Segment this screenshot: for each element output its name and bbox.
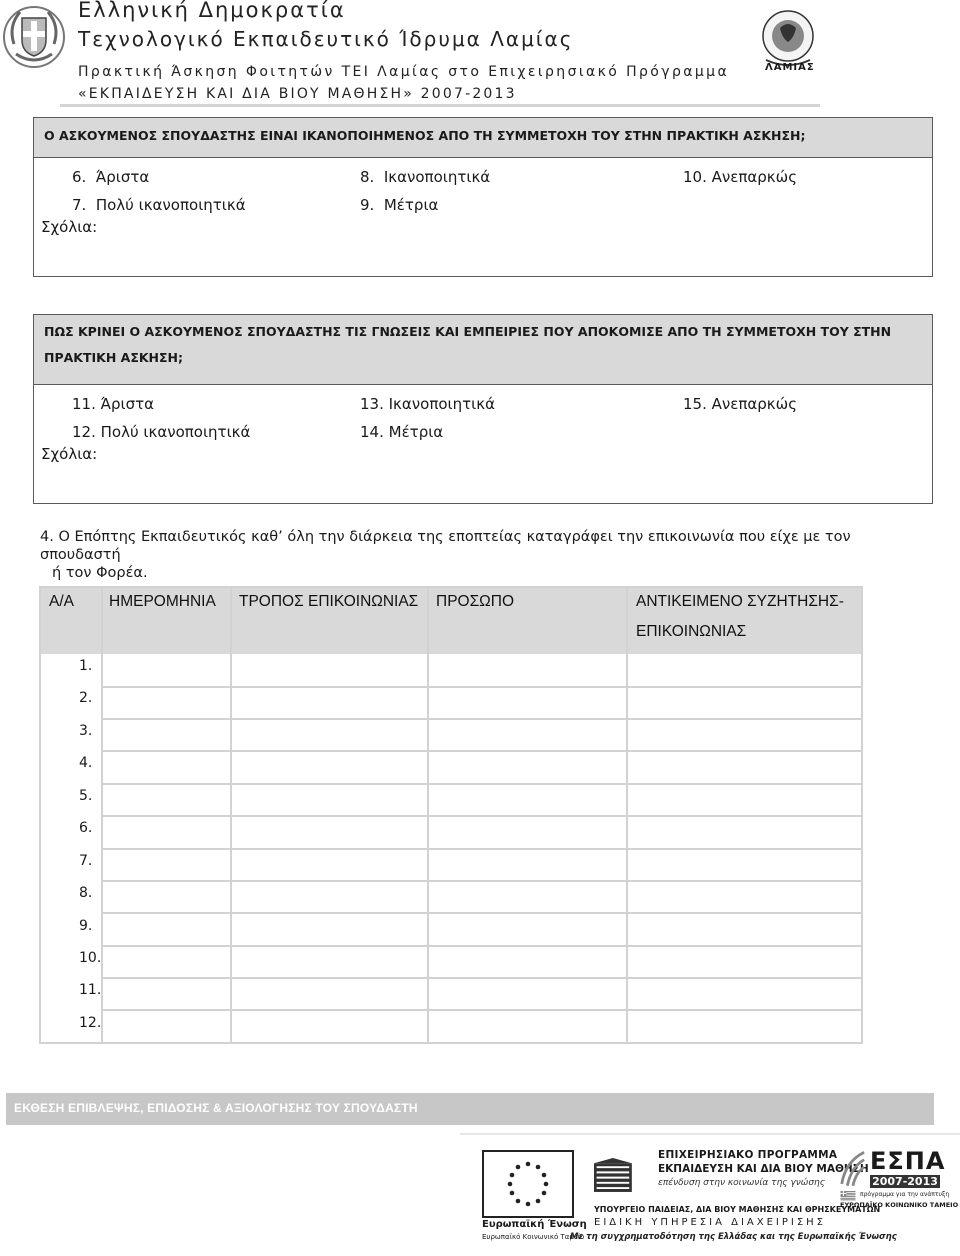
header-date: ΗΜΕΡΟΜΗΝΙΑ (109, 593, 216, 610)
espa-tagline: πρόγραμμα για την ανάπτυξη (860, 1191, 950, 1198)
question-2-text-line2: ΠΡΑΚΤΙΚΗ ΑΣΚΗΣΗ; (44, 350, 184, 365)
q1-option-10: 10. Ανεπαρκώς (683, 168, 798, 186)
q1-option-6: 6. Άριστα (72, 168, 150, 186)
program-title-line2: ΕΚΠΑΙΔΕΥΣΗ ΚΑΙ ΔΙΑ ΒΙΟΥ ΜΑΘΗΣΗ (658, 1163, 869, 1175)
row-number-7: 7. (79, 853, 93, 869)
espa-years: 2007-2013 (870, 1175, 940, 1188)
q1-comments-label: Σχόλια: (41, 218, 98, 236)
q2-comments-label: Σχόλια: (41, 445, 98, 463)
eu-flag-icon (482, 1150, 574, 1218)
row-divider (103, 945, 861, 947)
header-aa: Α/Α (49, 593, 74, 610)
section-4-text (40, 528, 930, 582)
header-person: ΠΡΟΣΩΠΟ (436, 593, 515, 610)
espa-fund: ΕΥΡΩΠΑΪΚΟ ΚΟΙΝΩΝΙΚΟ ΤΑΜΕΙΟ (840, 1201, 959, 1209)
q1-option-9: 9. Μέτρια (360, 196, 439, 214)
section-4-line1: 4. Ο Επόπτης Εκπαιδευτικός καθ’ όλη την διάρκεια της εποπτείας καταγράφει την επικοινωνία που είχε με τον σπουδαστή (40, 529, 851, 563)
row-divider (103, 848, 861, 850)
row-number-9: 9. (79, 918, 93, 934)
header-subtitle-line2: «ΕΚΠΑΙΔΕΥΣΗ ΚΑΙ ΔΙΑ ΒΙΟΥ ΜΑΘΗΣΗ» 2007-2013 (78, 86, 517, 102)
row-number-5: 5. (79, 788, 93, 804)
managing-authority: ΕΙΔΙΚΗ ΥΠΗΡΕΣΙΑ ΔΙΑΧΕΙΡΙΣΗΣ (594, 1217, 826, 1228)
program-title-line1: ΕΠΙΧΕΙΡΗΣΙΑΚΟ ΠΡΟΓΡΑΜΜΑ (658, 1149, 838, 1161)
ministry-name: ΥΠΟΥΡΓΕΙΟ ΠΑΙΔΕΙΑΣ, ΔΙΑ ΒΙΟΥ ΜΑΘΗΣΗΣ ΚΑΙ ΘΡΗΣΚΕΥΜΑΤΩΝ (594, 1205, 881, 1214)
row-divider (103, 912, 861, 914)
q2-option-11: 11. Άριστα (72, 395, 155, 413)
row-number-6: 6. (79, 820, 93, 836)
row-number-3: 3. (79, 723, 93, 739)
program-tagline: επένδυση στην κοινωνία της γνώσης (658, 1178, 826, 1188)
footer-logos (460, 1133, 960, 1256)
eu-caption: Ευρωπαϊκή Ένωση (482, 1219, 587, 1230)
espa-title: ΕΣΠΑ (870, 1147, 946, 1175)
row-number-4: 4. (79, 755, 93, 771)
question-2-header (34, 315, 932, 385)
footer-title: ΕΚΘΕΣΗ ΕΠΙΒΛΕΨΗΣ, ΕΠΙΔΟΣΗΣ & ΑΞΙΟΛΟΓΗΣΗΣ ΤΟΥ ΣΠΟΥΔΑΣΤΗ (14, 1101, 418, 1115)
q2-option-13: 13. Ικανοποιητικά (360, 395, 495, 413)
row-number-1: 1. (79, 658, 93, 674)
q2-option-15: 15. Ανεπαρκώς (683, 395, 798, 413)
communication-log-table (39, 586, 863, 1044)
header-title-line1: Ελληνική Δημοκρατία (78, 0, 346, 22)
row-number-11: 11. (79, 982, 102, 998)
question-1-header (34, 118, 932, 158)
row-number-2: 2. (79, 690, 93, 706)
row-divider (103, 977, 861, 979)
row-divider (103, 815, 861, 817)
row-divider (103, 880, 861, 882)
question-2-box (33, 314, 933, 504)
row-number-10: 10. (79, 950, 102, 966)
header-subject-line1: ΑΝΤΙΚΕΙΜΕΝΟ ΣΥΖΗΤΗΣΗΣ- (636, 593, 844, 610)
header-title-line2: Τεχνολογικό Εκπαιδευτικό Ίδρυμα Λαμίας (78, 27, 574, 51)
footer-title-bar (6, 1093, 934, 1125)
question-1-text: Ο ΑΣΚΟΥΜΕΝΟΣ ΣΠΟΥΔΑΣΤΗΣ ΕΙΝΑΙ ΙΚΑΝΟΠΟΙΗΜΕΝΟΣ ΑΠΟ ΤΗ ΣΥΜΜΕΤΟΧΗ ΤΟΥ ΣΤΗΝ ΠΡΑΚΤΙΚΗ ΑΣΚΗΣΗ; (44, 128, 806, 143)
ep-emblem-icon (594, 1149, 654, 1201)
row-divider (103, 718, 861, 720)
header-method: ΤΡΟΠΟΣ ΕΠΙΚΟΙΝΩΝΙΑΣ (239, 593, 419, 610)
section-4-line2: ή τον Φορέα. (52, 565, 148, 581)
q1-option-8: 8. Ικανοποιητικά (360, 168, 491, 186)
row-number-8: 8. (79, 885, 93, 901)
row-divider (103, 686, 861, 688)
greek-flag-icon (840, 1191, 856, 1201)
question-1-box (33, 117, 933, 277)
espa-logo-icon (838, 1149, 866, 1189)
eu-fund-caption: Ευρωπαϊκό Κοινωνικό Ταμείο (482, 1233, 585, 1241)
greek-emblem-icon (2, 4, 66, 70)
row-number-12: 12. (79, 1015, 102, 1031)
tei-logo-text: ΛΑΜΙΑΣ (765, 62, 815, 73)
row-divider (103, 1009, 861, 1011)
header-subject-line2: ΕΠΙΚΟΙΝΩΝΙΑΣ (636, 623, 747, 640)
q2-option-14: 14. Μέτρια (360, 423, 444, 441)
header-subtitle-line1: Πρακτική Άσκηση Φοιτητών ΤΕΙ Λαμίας στο Επιχειρησιακό Πρόγραμμα (78, 64, 730, 80)
question-2-text-line1: ΠΩΣ ΚΡΙΝΕΙ Ο ΑΣΚΟΥΜΕΝΟΣ ΣΠΟΥΔΑΣΤΗΣ ΤΙΣ ΓΝΩΣΕΙΣ ΚΑΙ ΕΜΠΕΙΡΙΕΣ ΠΟΥ ΑΠΟΚΟΜΙΣΕ ΑΠΟ ΤΗ ΣΥΜΜΕΤΟΧΗ ΤΟΥ ΣΤΗΝ (44, 324, 892, 339)
q1-option-7: 7. Πολύ ικανοποιητικά (72, 196, 246, 214)
cofunding-slogan: Με τη συγχρηματοδότηση της Ελλάδας και της Ευρωπαϊκής Ένωσης (570, 1232, 897, 1242)
row-divider (103, 750, 861, 752)
q2-option-12: 12. Πολύ ικανοποιητικά (72, 423, 251, 441)
header-divider (60, 104, 820, 107)
row-divider (103, 783, 861, 785)
